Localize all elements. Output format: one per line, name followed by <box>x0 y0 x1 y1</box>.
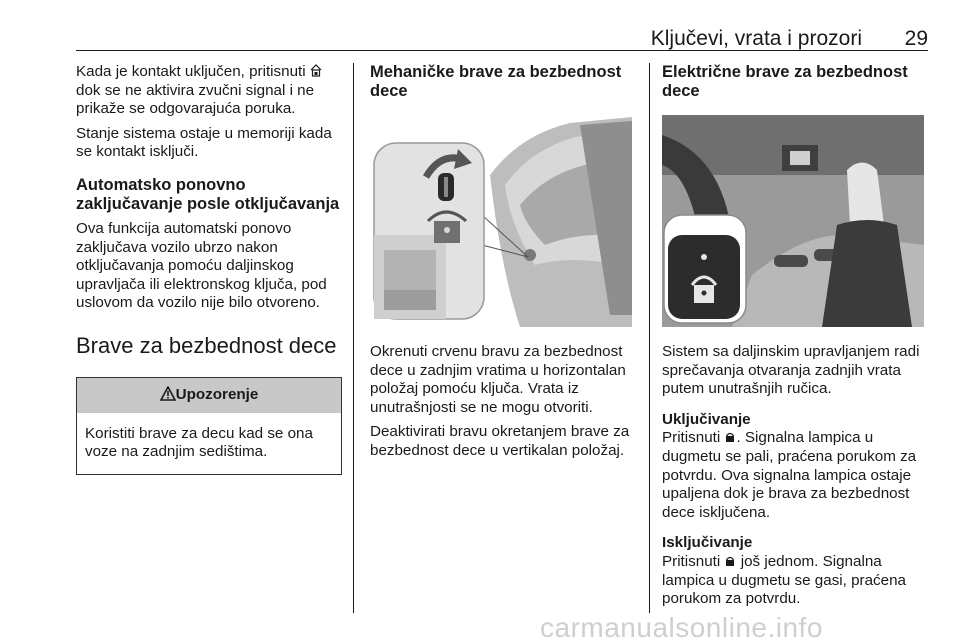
paragraph <box>76 63 342 119</box>
text: Pritisnuti <box>662 552 721 570</box>
subheading: Mehaničke brave za bezbednost dece <box>370 63 622 100</box>
column-3 <box>662 63 930 615</box>
column-1 <box>76 63 342 475</box>
paragraph <box>662 553 930 609</box>
warning-triangle-icon <box>160 386 176 401</box>
warning-box <box>76 377 342 475</box>
paragraph: Sistem sa daljinskim upravljanjem radi sprečavanja otvaranja zadnjih vrata putem unutrašnjih ručica. <box>662 343 920 398</box>
child-lock-icon <box>724 430 736 443</box>
paragraph <box>662 429 930 522</box>
text: dok se ne aktivira zvučni signal i ne prikaže se odgovarajuća poruka. <box>76 81 315 118</box>
column-divider <box>353 63 354 613</box>
child-lock-door-illustration <box>370 115 632 327</box>
warning-text: Koristiti brave za decu kad se ona voze na zadnjim sedištima. <box>85 424 313 461</box>
paragraph: Okrenuti crvenu bravu za bezbednost dece u zadnjim vratima u horizontalan položaj pomoću ključa. Vrata iz unutrašnjosti se ne mogu otvoriti. <box>370 343 626 416</box>
header-rule <box>76 50 928 51</box>
warning-header <box>77 378 341 413</box>
header-title: Ključevi, vrata i prozori <box>650 27 862 50</box>
electric-child-lock-illustration <box>662 115 924 327</box>
subheading: Električne brave za bezbednost dece <box>662 63 908 100</box>
text: Pritisnuti <box>662 429 721 447</box>
subheading-off: Isključivanje <box>662 534 753 552</box>
text: Kada je kontakt uključen, pritisnuti <box>76 63 306 80</box>
child-lock-icon <box>724 554 736 567</box>
section-title: Brave za bezbednost dece <box>76 332 337 358</box>
paragraph: Stanje sistema ostaje u memoriji kada se kontakt isključi. <box>76 124 332 161</box>
paragraph: Ova funkcija automatski ponovo zaključava vozilo ubrzo nakon otključavanja pomoću daljinskog upravljača ili elektronskog ključa, pod uslovom da vozilo nije bilo otvoreno. <box>76 219 327 312</box>
column-divider <box>649 63 650 613</box>
lock-icon <box>310 64 322 77</box>
subheading-on: Uključivanje <box>662 410 751 428</box>
page-number: 29 <box>904 27 928 50</box>
watermark: carmanualsonline.info <box>540 612 823 643</box>
paragraph: Deaktivirati bravu okretanjem brave za bezbednost dece u vertikalan položaj. <box>370 423 630 459</box>
column-2 <box>370 63 638 467</box>
warning-title: Upozorenje <box>175 385 259 403</box>
subheading: Automatsko ponovno zaključavanje posle otključavanja <box>76 175 340 213</box>
text: još jednom. Signalna lampica u dugmetu se gasi, praćena porukom za potvrdu. <box>662 552 906 608</box>
text: . Signalna lampica u dugmetu se pali, praćena porukom za potvrdu. Ova signalna lampica ostaje upaljena dok je brava za bezbednost dece isključena. <box>662 429 917 521</box>
